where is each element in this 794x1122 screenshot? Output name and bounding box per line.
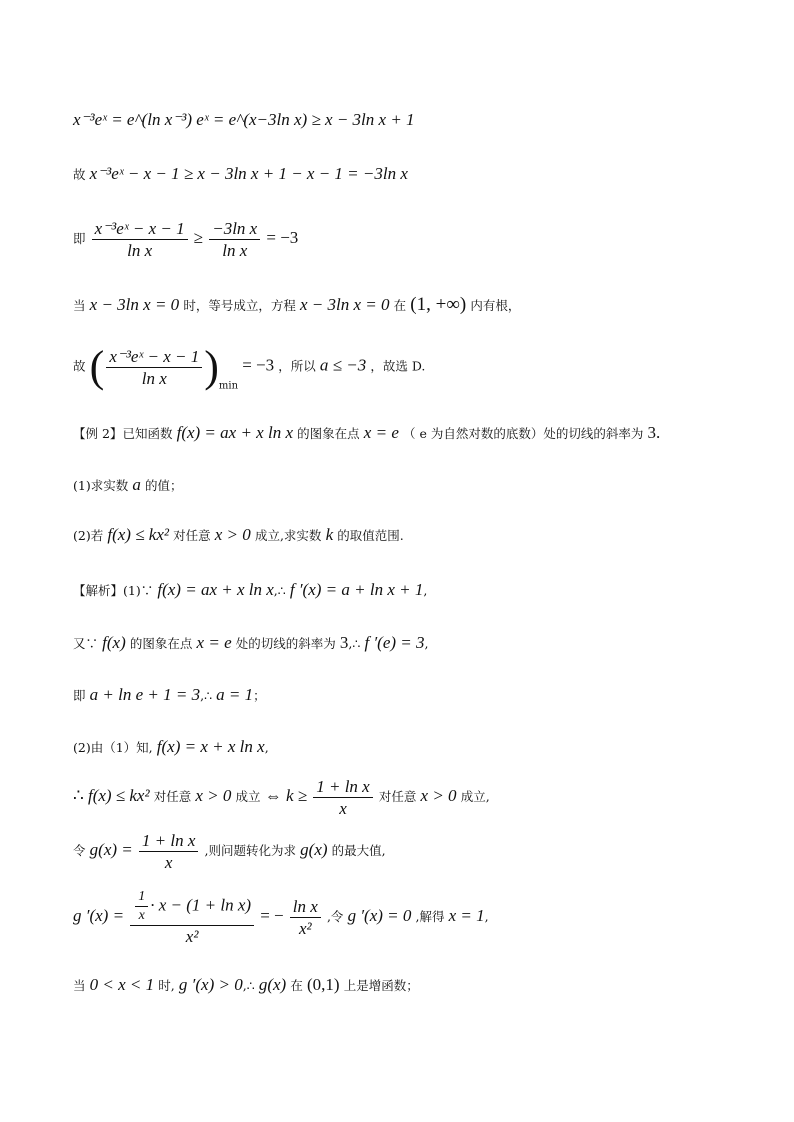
math-expression: f ′(x) = a + ln x + 1: [289, 580, 424, 599]
text: ；: [253, 688, 266, 703]
solution-line-4: [73, 738, 269, 755]
solution-line-5: [73, 778, 490, 817]
denominator: ln x: [127, 241, 153, 260]
denominator: x²: [298, 919, 312, 938]
text: 在: [393, 298, 407, 313]
math-expression: f(x): [102, 633, 126, 652]
text: ,: [484, 909, 489, 924]
example-tag: 【例 2】: [73, 426, 123, 441]
math-expression: a = 1: [216, 685, 254, 704]
math-expression: x > 0: [214, 525, 251, 544]
text: 又∵: [73, 636, 99, 651]
math-expression: f(x) = ax + x ln x: [157, 580, 274, 599]
math-expression: ⇔ k ≥: [264, 786, 308, 805]
inner-numerator: 1: [135, 890, 148, 907]
numerator: x⁻³eˣ − x − 1: [106, 348, 202, 368]
math-expression: x = e: [363, 423, 399, 442]
math-expression: x > 0: [195, 786, 232, 805]
numerator: ln x: [290, 898, 321, 918]
text: (1)∵: [123, 583, 154, 598]
fraction: [130, 890, 254, 945]
math-expression: x = e: [196, 633, 232, 652]
math-expression: g(x): [300, 840, 328, 859]
right-paren: ): [204, 342, 219, 391]
fraction: [139, 832, 199, 871]
solution-tag: 【解析】: [73, 583, 124, 598]
numerator-rest: · x − (1 + ln x): [150, 895, 252, 915]
text: ,∴: [242, 978, 255, 993]
text: 时,: [158, 978, 175, 993]
left-paren: (: [89, 342, 105, 391]
denominator: ln x: [222, 241, 248, 260]
text: 即: [73, 688, 86, 703]
numerator: x⁻³eˣ − x − 1: [92, 220, 188, 240]
question-1: [73, 476, 183, 493]
numerator: 1 + ln x: [139, 832, 199, 852]
math-expression: f(x) ≤ kx²: [107, 525, 169, 544]
text: 对任意: [153, 789, 192, 804]
fraction: [290, 898, 321, 937]
text: ，故选 D.: [370, 358, 426, 374]
text: ，所以: [278, 358, 316, 374]
text: ,∴: [273, 583, 286, 598]
math-expression: g ′(x) =: [73, 906, 125, 925]
numerator: −3ln x: [209, 220, 260, 240]
math-expression: x − 3ln x = 0: [89, 295, 180, 314]
numerator: 1 + ln x: [313, 778, 373, 798]
denominator: x: [164, 853, 173, 872]
math-expression: g ′(x) = 0: [347, 906, 412, 925]
text: 对任意: [378, 789, 417, 804]
text: 令: [73, 843, 86, 858]
equation-line-5: [73, 342, 426, 392]
text: (2)由（1）知,: [73, 740, 153, 755]
text: 即: [73, 231, 86, 246]
solution-line-8: [73, 976, 419, 993]
text: 上是增函数；: [343, 978, 419, 993]
text: ,∴: [200, 688, 213, 703]
math-expression: 3: [647, 423, 656, 442]
math-expression: g ′(x) > 0: [178, 975, 243, 994]
text: ,∴: [348, 636, 361, 651]
text: ∴: [73, 786, 84, 805]
text: 成立,: [460, 789, 490, 804]
math-expression: g(x): [258, 975, 287, 994]
denominator: x: [339, 799, 347, 818]
subscript: min: [218, 380, 239, 392]
text: ,则问题转化为求: [204, 843, 297, 858]
math-expression: a + ln e + 1 = 3: [89, 685, 201, 704]
text: ,: [424, 636, 429, 651]
text: 的图象在点: [129, 636, 193, 651]
text: 对任意: [173, 528, 211, 543]
equation-line-1: [73, 111, 415, 128]
math-expression: x⁻³eˣ − x − 1 ≥ x − 3ln x + 1 − x − 1 = −3ln x: [89, 164, 408, 183]
numerator: [130, 890, 254, 926]
math-expression: g(x) =: [89, 840, 133, 859]
interval: (0,1): [306, 975, 340, 994]
math-expression: = −: [260, 906, 284, 925]
text: 在: [290, 978, 303, 993]
math-expression: = −3: [266, 228, 299, 247]
text: 故: [73, 358, 86, 374]
relation: ≥: [193, 228, 204, 247]
fraction: [209, 220, 260, 259]
text: 的图象在点: [297, 426, 360, 441]
math-expression: f ′(e) = 3: [364, 633, 425, 652]
text: .: [656, 423, 661, 442]
text: 当: [73, 298, 86, 313]
text: ,解得: [415, 909, 445, 924]
text: ,: [264, 740, 269, 755]
text: 时，等号成立，方程: [183, 298, 296, 313]
text: (1)求实数: [73, 478, 129, 493]
math-expression: f(x) = x + x ln x: [156, 737, 265, 756]
text: (2)若: [73, 528, 104, 543]
math-expression: x⁻³eˣ = e^(ln x⁻³) eˣ = e^(x−3ln x) ≥ x − 3ln x + 1: [73, 110, 415, 129]
equation-line-2: [73, 165, 408, 182]
denominator: ln x: [141, 368, 167, 388]
text: 故: [73, 167, 86, 182]
fraction: [92, 220, 188, 259]
math-expression: = −3: [242, 355, 275, 375]
text: （ e 为自然对数的底数）处的切线的斜率为: [403, 426, 644, 441]
interval: (1, +∞): [410, 294, 467, 315]
math-expression: 0 < x < 1: [89, 975, 155, 994]
text: 的值；: [145, 478, 183, 493]
fraction: [313, 778, 373, 817]
math-expression: k: [325, 525, 334, 544]
text: 处的切线的斜率为: [235, 636, 336, 651]
inner-denominator: x: [138, 908, 145, 923]
solution-line-7: [73, 890, 489, 945]
math-expression: x = 1: [448, 906, 485, 925]
example-heading: [73, 424, 660, 441]
question-2: [73, 526, 404, 543]
math-expression: x − 3ln x = 0: [299, 295, 390, 314]
text: 内有根，: [470, 298, 521, 313]
solution-line-1: [73, 581, 427, 598]
text: ,令: [326, 909, 344, 924]
equation-line-4: [73, 295, 520, 314]
text: 成立: [235, 789, 261, 804]
denominator: x²: [185, 927, 199, 946]
text: 已知函数: [122, 426, 173, 441]
math-expression: f(x) ≤ kx²: [87, 786, 150, 805]
math-expression: a: [132, 475, 141, 494]
text: 成立,求实数: [254, 528, 322, 543]
math-expression: f(x) = ax + x ln x: [176, 423, 293, 442]
fraction: [106, 348, 202, 387]
math-expression: 3: [339, 633, 349, 652]
inner-fraction: [135, 890, 148, 923]
solution-line-6: [73, 832, 386, 871]
math-expression: x > 0: [420, 786, 457, 805]
text: ,: [423, 583, 428, 598]
text: 的取值范围.: [337, 528, 404, 543]
math-expression: a ≤ −3: [319, 355, 367, 375]
text: 的最大值,: [331, 843, 386, 858]
solution-line-2: [73, 634, 429, 651]
equation-line-3: [73, 220, 298, 259]
solution-line-3: [73, 686, 266, 703]
text: 当: [73, 978, 86, 993]
